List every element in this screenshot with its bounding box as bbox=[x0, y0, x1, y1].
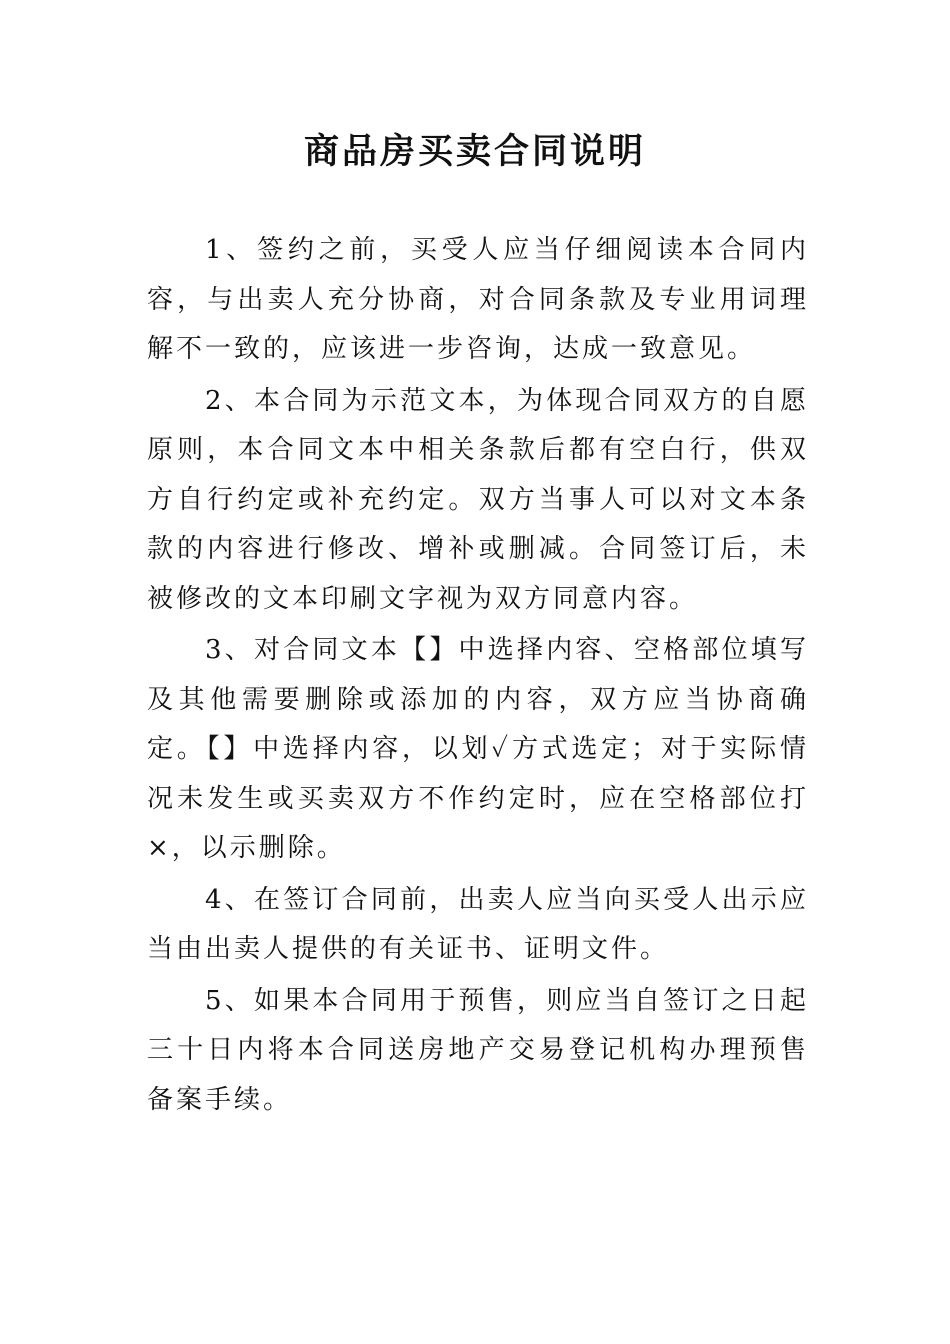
paragraph-2: 2、本合同为示范文本，为体现合同双方的自愿原则，本合同文本中相关条款后都有空白行，供双方自行约定或补充约定。双方当事人可以对文本条款的内容进行修改、增补或删减。合同签订后，未被修改的文本印刷文字视为双方同意内容。 bbox=[147, 385, 809, 614]
document-title: 商品房买卖合同说明 bbox=[303, 132, 646, 172]
paragraph-1: 1、签约之前，买受人应当仔细阅读本合同内容，与出卖人充分协商，对合同条款及专业用词理解不一致的，应该进一步咨询，达成一致意见。 bbox=[147, 235, 809, 364]
document-body bbox=[147, 226, 809, 1127]
paragraph-4: 4、在签订合同前，出卖人应当向买受人出示应当由出卖人提供的有关证书、证明文件。 bbox=[147, 884, 809, 964]
paragraph-3: 3、对合同文本【】中选择内容、空格部位填写及其他需要删除或添加的内容，双方应当协商确定。【】中选择内容，以划✓方式选定；对于实际情况未发生或买卖双方不作约定时，应在空格部位打×，以示删除。 bbox=[147, 635, 809, 863]
paragraph-5: 5、如果本合同用于预售，则应当自签订之日起三十日内将本合同送房地产交易登记机构办理预售备案手续。 bbox=[147, 985, 809, 1115]
